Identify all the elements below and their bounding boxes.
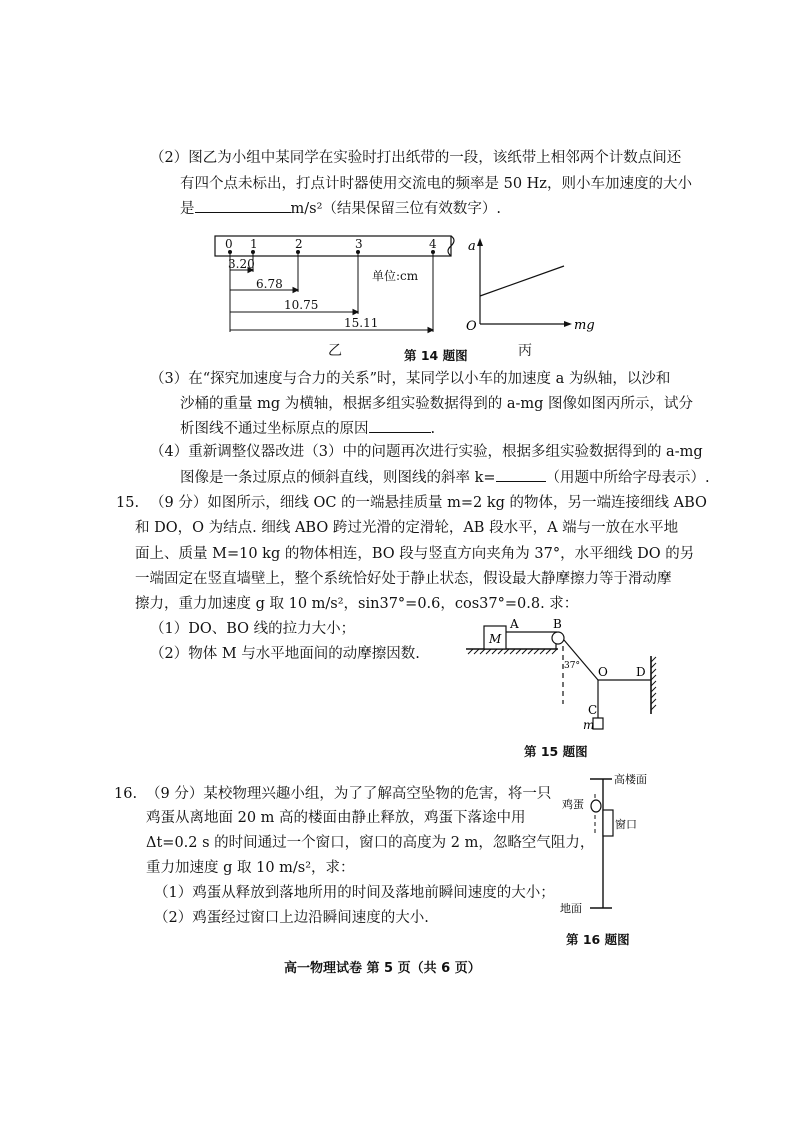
roof-label: 高楼面 bbox=[614, 773, 647, 786]
egg bbox=[591, 800, 601, 812]
angle-label: 37° bbox=[564, 661, 580, 671]
answer-blank-reason[interactable] bbox=[369, 418, 431, 433]
q15-line1: （9 分）如图所示，细线 OC 的一端悬挂质量 m=2 kg 的物体，另一端连接细线 ABO bbox=[150, 495, 707, 511]
ground-label: 地面 bbox=[560, 902, 582, 915]
egg-label: 鸡蛋 bbox=[562, 798, 584, 811]
tape-figure bbox=[210, 228, 470, 338]
q14-part2-text-post: m/s²（结果保留三位有效数字）. bbox=[290, 201, 501, 217]
block-m bbox=[593, 718, 603, 729]
q16-number: 16. bbox=[114, 786, 138, 802]
q14-part4-text-pre: 图像是一条过原点的倾斜直线，则图线的斜率 k= bbox=[180, 470, 496, 486]
q14-part4-text-post: （用题中所给字母表示）. bbox=[545, 470, 710, 486]
x-axis-label: mg bbox=[574, 318, 595, 333]
q15-number: 15. bbox=[116, 495, 140, 511]
a-mg-graph bbox=[460, 232, 610, 340]
point-C-label: C bbox=[588, 703, 598, 717]
q14-part4-line2 bbox=[180, 467, 710, 488]
tape-distance-3: 10.75 bbox=[284, 298, 319, 312]
q16-subquestion-2: （2）鸡蛋经过窗口上边沿瞬间速度的大小. bbox=[154, 910, 429, 926]
tape-point-label-2: 2 bbox=[295, 237, 303, 251]
q16-line3: Δt=0.2 s 的时间通过一个窗口，窗口的高度为 2 m，忽略空气阻力， bbox=[146, 835, 595, 851]
answer-blank-acceleration[interactable] bbox=[195, 198, 291, 213]
tape-distance-4: 15.11 bbox=[344, 316, 379, 330]
q14-part2-line1: （2）图乙为小组中某同学在实验时打出纸带的一段，该纸带上相邻两个计数点间还 bbox=[150, 150, 682, 166]
point-A-label: A bbox=[510, 617, 519, 631]
tape-point-label-1: 1 bbox=[250, 237, 258, 251]
q15-line5: 擦力，重力加速度 g 取 10 m/s²，sin37°=0.6，cos37°=0.8. 求： bbox=[135, 596, 579, 612]
origin-label: O bbox=[466, 319, 477, 334]
q14-part2-line2: 有四个点未标出，打点计时器使用交流电的频率是 50 Hz，则小车加速度的大小 bbox=[180, 176, 692, 192]
window bbox=[603, 810, 613, 836]
q14-part2-text-pre: 是 bbox=[180, 201, 195, 217]
point-B-label: B bbox=[553, 617, 562, 631]
q15-line2: 和 DO，O 为结点. 细线 ABO 跨过光滑的定滑轮，AB 段水平，A 端与一放在水平地 bbox=[135, 520, 679, 536]
tape-point-label-3: 3 bbox=[355, 237, 363, 251]
window-label: 窗口 bbox=[615, 818, 637, 831]
pulley-wheel bbox=[552, 632, 564, 644]
q14-part4-line1: （4）重新调整仪器改进（3）中的问题再次进行实验，根据多组实验数据得到的 a-mg bbox=[150, 444, 703, 460]
tape-distance-1: 3.20 bbox=[228, 257, 255, 271]
q16-line1: （9 分）某校物理兴趣小组，为了了解高空坠物的危害，将一只 bbox=[146, 786, 552, 802]
answer-blank-slope[interactable] bbox=[496, 467, 546, 482]
q14-part3-line3 bbox=[180, 418, 435, 439]
tape-point-label-4: 4 bbox=[429, 237, 437, 251]
q14-part3-line2: 沙桶的重量 mg 为横轴，根据多组实验数据得到的 a-mg 图像如图丙所示，试分 bbox=[180, 396, 694, 412]
graph-figure-label: 丙 bbox=[518, 343, 532, 359]
y-axis-arrow bbox=[477, 238, 483, 246]
q15-subquestion-2: （2）物体 M 与水平地面间的动摩擦因数. bbox=[150, 646, 420, 662]
tape-unit-label: 单位:cm bbox=[372, 269, 419, 283]
ground-hatching bbox=[468, 649, 557, 654]
point-O-label: O bbox=[598, 665, 608, 679]
y-axis-label: a bbox=[468, 239, 476, 254]
pulley-figure bbox=[460, 616, 660, 734]
tape-distance-2: 6.78 bbox=[256, 277, 283, 291]
x-axis-arrow bbox=[564, 321, 572, 327]
rope-BO bbox=[564, 640, 598, 680]
q15-line4: 一端固定在竖直墙壁上，整个系统恰好处于静止状态，假设最大静摩擦力等于滑动摩 bbox=[135, 571, 672, 587]
q14-part3-end: . bbox=[430, 421, 436, 437]
tape-point-label-0: 0 bbox=[225, 237, 233, 251]
tape-dots bbox=[228, 250, 435, 254]
q15-subquestion-1: （1）DO、BO 线的拉力大小； bbox=[150, 621, 356, 637]
block-m-label: m bbox=[583, 718, 595, 732]
point-D-label: D bbox=[636, 665, 646, 679]
page-footer: 高一物理试卷 第 5 页（共 6 页） bbox=[284, 961, 481, 976]
q16-line4: 重力加速度 g 取 10 m/s²，求： bbox=[146, 860, 355, 876]
q16-subquestion-1: （1）鸡蛋从释放到落地所用的时间及落地前瞬间速度的大小； bbox=[154, 885, 555, 901]
figure-15-caption: 第 15 题图 bbox=[524, 744, 588, 759]
q15-line3: 面上、质量 M=10 kg 的物体相连，BO 段与竖直方向夹角为 37°，水平细线 DO 的另 bbox=[135, 546, 695, 562]
block-M-label: M bbox=[489, 632, 502, 646]
q16-line2: 鸡蛋从离地面 20 m 高的楼面由静止释放，鸡蛋下落途中用 bbox=[146, 810, 526, 826]
figure-16-caption: 第 16 题图 bbox=[566, 932, 630, 947]
q14-part3-line1: （3）在“探究加速度与合力的关系”时，某同学以小车的加速度 a 为纵轴，以沙和 bbox=[150, 371, 671, 387]
tape-figure-label: 乙 bbox=[328, 343, 342, 359]
q14-part2-line3 bbox=[180, 198, 501, 219]
falling-egg-figure bbox=[556, 770, 666, 920]
figure-14-caption: 第 14 题图 bbox=[404, 348, 468, 363]
q14-part3-text: 析图线不通过坐标原点的原因 bbox=[180, 421, 369, 437]
a-mg-line bbox=[480, 266, 564, 296]
